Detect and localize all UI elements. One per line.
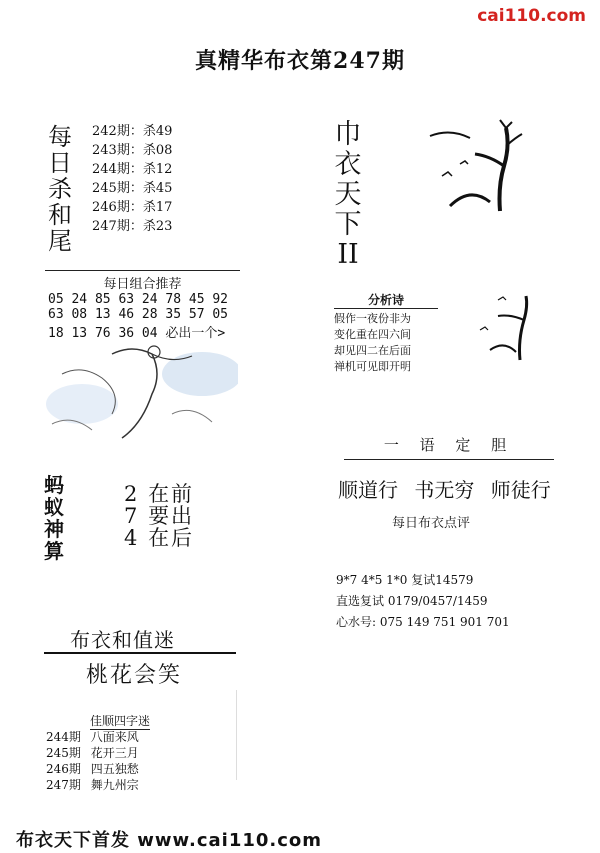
- jia-shun-text: 花开三月: [90, 746, 139, 760]
- vertical-char: 算: [44, 539, 64, 563]
- buyi-tianxia-title: [332, 120, 364, 270]
- kill-tail-row: 242期：杀49: [92, 124, 173, 139]
- combo-row: 63 08 13 46 28 35 57 05: [48, 307, 229, 322]
- combo-heading: 每日组合推荐: [45, 270, 240, 292]
- vertical-char: 天: [334, 179, 362, 210]
- mayi-number: 4: [124, 526, 140, 550]
- poem-line: 禅机可见即开明: [334, 360, 411, 373]
- mayi-number: 2: [124, 482, 140, 506]
- jia-shun-row: [46, 728, 139, 745]
- vertical-char: 尾: [48, 227, 72, 255]
- jia-shun-row: [46, 744, 139, 761]
- jia-shun-text: 八面来风: [90, 730, 139, 744]
- site-watermark: cai110.com: [477, 6, 586, 26]
- jia-shun-period: 245期: [46, 746, 81, 760]
- page-title: 真精华布衣第247期: [195, 48, 405, 74]
- riddle-answer: 桃花会笑: [86, 663, 183, 688]
- divider: [236, 690, 237, 780]
- vertical-char: 神: [44, 517, 64, 541]
- poem-line: 却见四二在后面: [334, 344, 411, 357]
- vertical-char: 每: [48, 123, 72, 151]
- vertical-char: 蚁: [44, 495, 64, 519]
- mayi-text: 要出: [148, 504, 195, 528]
- jia-shun-text: 舞九州宗: [90, 778, 139, 792]
- jia-shun-row: [46, 760, 139, 777]
- fairy-illustration: [42, 334, 238, 444]
- riddle-title: 布衣和值迷: [70, 628, 175, 652]
- analysis-poem-heading: 分析诗: [334, 292, 438, 309]
- jia-shun-period: 246期: [46, 762, 81, 776]
- mayi-number: 7: [124, 504, 140, 528]
- kill-tail-vertical-title: [46, 124, 74, 254]
- lottery-line: 心水号: 075 149 751 901 701: [336, 615, 510, 629]
- poem-line: 假作一夜份非为: [334, 312, 411, 325]
- mayi-row: [124, 522, 194, 552]
- analysis-poem: [334, 292, 438, 375]
- jia-shun-text: 四五独愁: [90, 762, 139, 776]
- kill-tail-row: 247期：杀23: [92, 219, 173, 234]
- vertical-char: 衣: [334, 149, 362, 180]
- vertical-char: 下: [334, 209, 362, 240]
- poem-line: 变化重在四六间: [334, 328, 411, 341]
- one-word-subtitle: 每日布衣点评: [392, 516, 471, 531]
- kill-tail-row: 246期：杀17: [92, 200, 173, 215]
- kill-tail-row: 244期：杀12: [92, 162, 173, 177]
- one-word-phrases: 顺道行 书无穷 师徒行: [338, 478, 551, 502]
- tree-sketch-illustration: [420, 116, 530, 216]
- kill-tail-row: 243期：杀08: [92, 143, 173, 158]
- jia-shun-period: 244期: [46, 730, 81, 744]
- one-word-heading: 一 语 定 胆: [344, 434, 554, 460]
- tree-sketch-small-illustration: [470, 290, 550, 366]
- jia-shun-heading: 佳顺四字迷: [90, 714, 151, 728]
- mayi-text: 在后: [148, 526, 195, 550]
- vertical-char: 和: [48, 201, 72, 229]
- combo-row: 18 13 76 36 04 必出一个>: [48, 326, 226, 341]
- mayi-text: 在前: [148, 482, 195, 506]
- jia-shun-row: [46, 776, 139, 793]
- mayi-vertical-title: [44, 474, 68, 562]
- vertical-char: 巾: [334, 119, 362, 150]
- kill-tail-list: [92, 122, 172, 236]
- lottery-line: 9*7 4*5 1*0 复试14579: [336, 573, 474, 587]
- vertical-char: II: [337, 239, 359, 270]
- vertical-char: 日: [48, 149, 72, 177]
- lottery-line: 直选复试 0179/0457/1459: [336, 594, 488, 608]
- vertical-char: 蚂: [44, 473, 64, 497]
- lottery-numbers: [336, 570, 510, 633]
- footer-credit: 布衣天下首发 www.cai110.com: [16, 830, 323, 851]
- vertical-char: 杀: [48, 175, 72, 203]
- jia-shun-period: 247期: [46, 778, 81, 792]
- riddle-divider: [44, 652, 236, 654]
- kill-tail-row: 245期：杀45: [92, 181, 173, 196]
- combo-row: 05 24 85 63 24 78 45 92: [48, 292, 229, 307]
